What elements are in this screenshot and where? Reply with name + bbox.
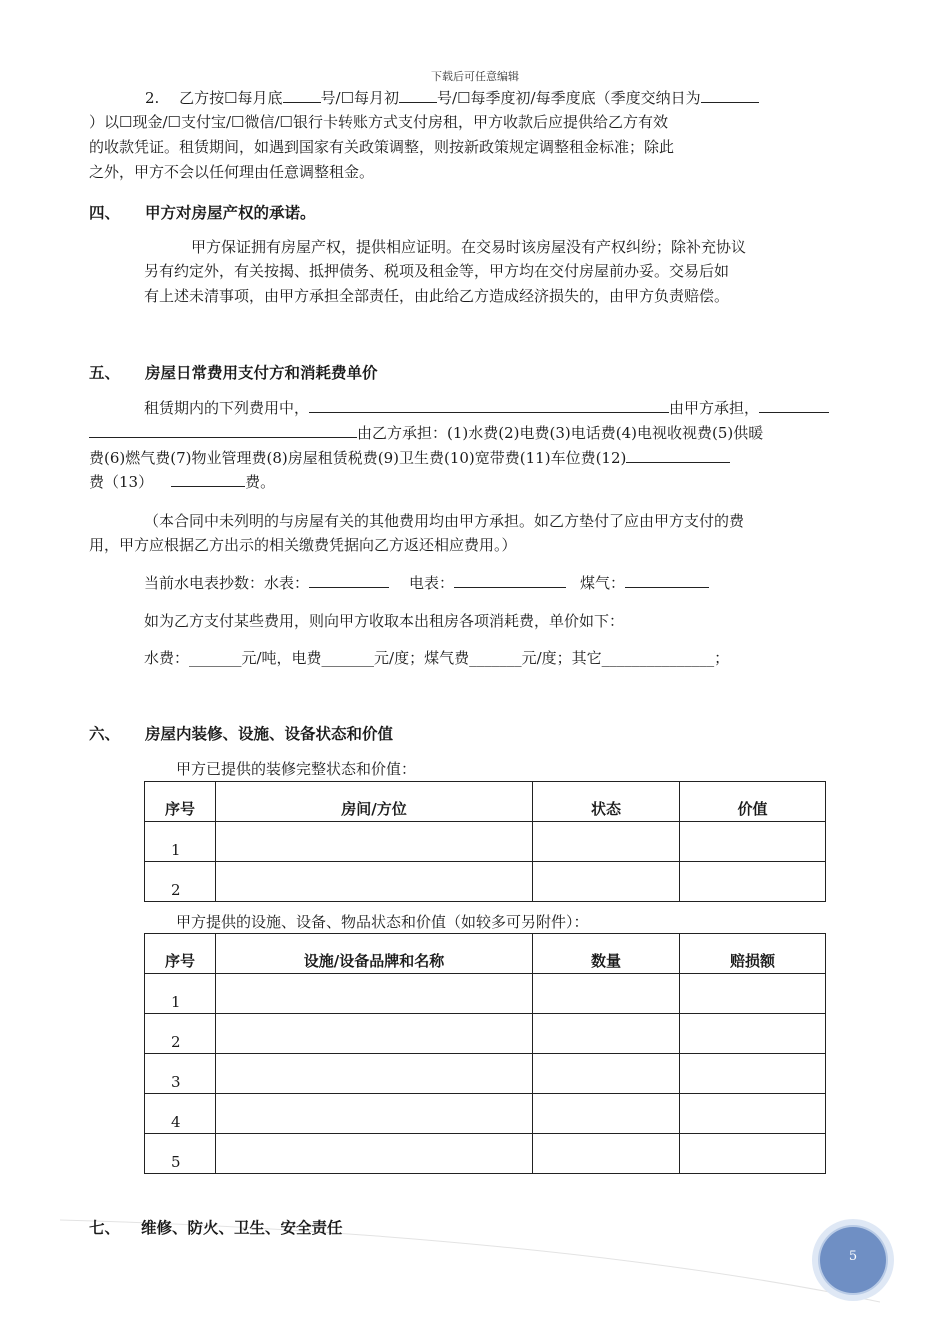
state-cell[interactable]	[533, 822, 680, 862]
room-cell[interactable]	[216, 862, 533, 902]
table-row	[145, 822, 826, 862]
compensation-cell[interactable]	[680, 974, 826, 1014]
section-5-number: 五、	[89, 364, 121, 382]
electric-meter-field[interactable]	[454, 573, 566, 588]
section-4-line-3: 有上述未清事项，由甲方承担全部责任，由此给乙方造成经济损失的，由甲方负责赔偿。	[144, 287, 730, 305]
gas-meter-field[interactable]	[625, 573, 709, 588]
tenant-fees-blank[interactable]	[89, 423, 357, 438]
row-index: 2	[145, 862, 216, 902]
fees-line-1	[144, 398, 829, 418]
col-header-index: 序号	[145, 934, 216, 974]
quantity-cell[interactable]	[533, 1054, 680, 1094]
fees-text: 由乙方承担：(1)水费(2)电费(3)电话费(4)电视收视费(5)供暖	[357, 424, 764, 442]
section-4-line-2: 另有约定外，有关按揭、抵押债务、税项及租金等，甲方均在交付房屋前办妥。交易后如	[144, 262, 730, 280]
payment-terms-line-2: ）以☐现金/☐支付宝/☐微信/☐银行卡转账方式支付房租，甲方收款后应提供给乙方有效	[89, 113, 668, 131]
fees-note-line-2: 用，甲方应根据乙方出示的相关缴费凭据向乙方返还相应费用。）	[89, 536, 517, 554]
table-1-caption: 甲方已提供的装修完整状态和价值：	[176, 760, 417, 778]
meter-label: 煤气：	[580, 574, 626, 592]
row-index: 3	[145, 1054, 216, 1094]
quantity-cell[interactable]	[533, 1094, 680, 1134]
payment-terms-line-3: 的收款凭证。租赁期间，如遇到国家有关政策调整，则按新政策规定调整租金标准；除此	[89, 138, 675, 156]
consume-intro: 如为乙方支付某些费用，则向甲方收取本出租房各项消耗费，单价如下：	[144, 612, 625, 630]
equipment-cell[interactable]	[216, 974, 533, 1014]
state-cell[interactable]	[533, 862, 680, 902]
water-meter-field[interactable]	[309, 573, 389, 588]
section-5-title: 房屋日常费用支付方和消耗费单价	[145, 364, 378, 382]
unit-price-line: 水费：_______元/吨，电费_______元/度；煤气费_______元/度；其它_______________；	[144, 649, 730, 667]
compensation-cell[interactable]	[680, 1094, 826, 1134]
page-number-circle	[820, 1227, 886, 1293]
fee-13-blank[interactable]	[171, 472, 245, 487]
quantity-cell[interactable]	[533, 1134, 680, 1174]
col-header-quantity: 数量	[533, 934, 680, 974]
meter-label: 当前水电表抄数：水表：	[144, 574, 310, 592]
meter-label: 电表：	[409, 574, 455, 592]
compensation-cell[interactable]	[680, 1054, 826, 1094]
row-index: 4	[145, 1094, 216, 1134]
equipment-table	[144, 933, 826, 1174]
payment-terms-line-1	[145, 88, 759, 108]
landlord-fees-blank[interactable]	[309, 398, 669, 413]
fees-text: 费。	[245, 473, 276, 491]
payment-terms-line-4: 之外，甲方不会以任何理由任意调整租金。	[89, 163, 375, 181]
payment-terms-text: 2. 乙方按☐每月底	[145, 89, 283, 107]
payment-terms-text: 号/☐每季度初/每季度底（季度交纳日为	[437, 89, 701, 107]
equipment-cell[interactable]	[216, 1134, 533, 1174]
fees-note-line-1: （本合同中未列明的与房屋有关的其他费用均由甲方承担。如乙方垫付了应由甲方支付的费	[144, 512, 745, 530]
header-note: 下载后可任意编辑	[431, 70, 519, 83]
blank-field[interactable]	[283, 88, 321, 103]
fees-text: 由甲方承担，	[669, 399, 760, 417]
row-index: 5	[145, 1134, 216, 1174]
section-7-title: 维修、防火、卫生、安全责任	[141, 1219, 343, 1237]
row-index: 1	[145, 822, 216, 862]
blank-field[interactable]	[399, 88, 437, 103]
row-index: 1	[145, 974, 216, 1014]
table-header-row	[145, 934, 826, 974]
table-row	[145, 1014, 826, 1054]
tenant-fees-blank[interactable]	[759, 398, 829, 413]
decoration-table	[144, 781, 826, 902]
col-header-state: 状态	[533, 782, 680, 822]
table-row	[145, 1094, 826, 1134]
section-4-line-1: 甲方保证拥有房屋产权，提供相应证明。在交易时该房屋没有产权纠纷；除补充协议	[191, 238, 747, 256]
col-header-compensation: 赔损额	[680, 934, 826, 974]
page-number-badge	[812, 1219, 894, 1301]
table-2-caption: 甲方提供的设施、设备、物品状态和价值（如较多可另附件）：	[176, 913, 589, 931]
compensation-cell[interactable]	[680, 1014, 826, 1054]
section-7-number: 七、	[89, 1219, 121, 1237]
fees-text: 费（13）	[89, 473, 154, 491]
blank-field[interactable]	[701, 88, 759, 103]
fee-12-blank[interactable]	[626, 448, 730, 463]
meter-readings	[144, 573, 709, 593]
equipment-cell[interactable]	[216, 1094, 533, 1134]
fees-text: 租赁期内的下列费用中，	[144, 399, 310, 417]
section-4-title: 甲方对房屋产权的承诺。	[145, 204, 316, 222]
table-row	[145, 862, 826, 902]
value-cell[interactable]	[680, 862, 826, 902]
compensation-cell[interactable]	[680, 1134, 826, 1174]
payment-terms-text: 号/☐每月初	[320, 89, 400, 107]
col-header-index: 序号	[145, 782, 216, 822]
section-4-number: 四、	[89, 204, 121, 222]
equipment-cell[interactable]	[216, 1014, 533, 1054]
table-header-row	[145, 782, 826, 822]
value-cell[interactable]	[680, 822, 826, 862]
table-row	[145, 1134, 826, 1174]
fees-line-4	[89, 472, 275, 492]
col-header-value: 价值	[680, 782, 826, 822]
section-6-number: 六、	[89, 725, 121, 743]
section-6-title: 房屋内装修、设施、设备状态和价值	[145, 725, 394, 743]
col-header-equipment: 设施/设备品牌和名称	[216, 934, 533, 974]
page-number: 5	[848, 1249, 858, 1264]
row-index: 2	[145, 1014, 216, 1054]
table-row	[145, 974, 826, 1014]
equipment-cell[interactable]	[216, 1054, 533, 1094]
col-header-room: 房间/方位	[216, 782, 533, 822]
room-cell[interactable]	[216, 822, 533, 862]
fees-text: 费(6)燃气费(7)物业管理费(8)房屋租赁税费(9)卫生费(10)宽带费(11)车位费(12)	[89, 449, 627, 467]
fees-line-3	[89, 448, 730, 468]
table-row	[145, 1054, 826, 1094]
quantity-cell[interactable]	[533, 974, 680, 1014]
fees-line-2	[89, 423, 763, 443]
quantity-cell[interactable]	[533, 1014, 680, 1054]
